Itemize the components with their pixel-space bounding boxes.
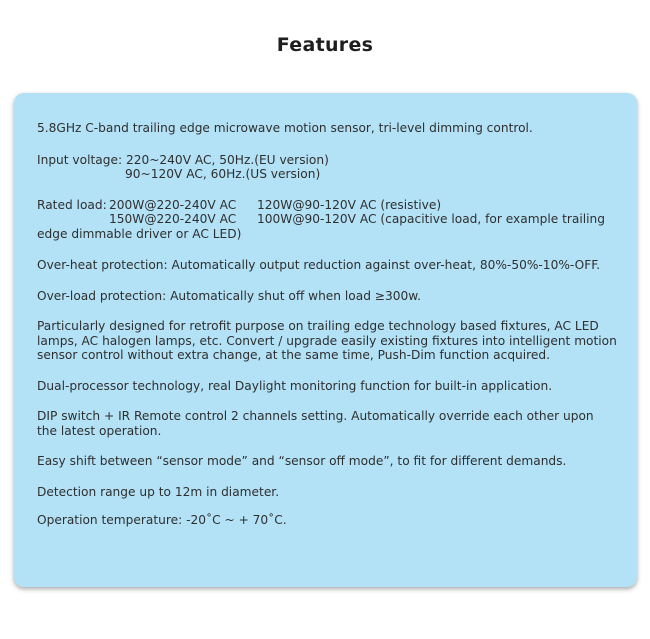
input-voltage-label: Input voltage: (37, 152, 123, 167)
features-content (37, 121, 617, 528)
feature-over-heat: Over-heat protection: Automatically output reduction against over-heat, 80%-50%-10%-OFF. (37, 258, 601, 272)
feature-dip-switch: DIP switch + IR Remote control 2 channels setting. Automatically override each other upon the latest operation. (37, 409, 594, 438)
rated-load-us-capacitive: 100W@90-120V AC (capacitive load, for example trailing (257, 212, 605, 226)
feature-rated-load (37, 198, 617, 242)
feature-easy-shift: Easy shift between “sensor mode” and “sensor off mode”, to fit for different demands. (37, 454, 567, 468)
feature-detection-range: Detection range up to 12m in diameter. (37, 484, 280, 499)
feature-over-load: Over-load protection: Automatically shut off when load ≥300w. (37, 288, 422, 303)
page-title: Features (276, 34, 374, 56)
feature-input-voltage (37, 153, 617, 182)
input-voltage-us: 90~120V AC, 60Hz.(US version) (125, 167, 321, 181)
rated-load-us-resistive: 120W@90-120V AC (resistive) (257, 197, 442, 212)
feature-retrofit: Particularly designed for retrofit purpose on trailing edge technology based fixtures, AC LED lamps, AC halogen lamps, etc. Convert / upgrade easily existing fixtures into intelligent motion sensor control without extra change, at the same time, Push-Dim function acquired. (37, 319, 617, 362)
rated-load-eu-capacitive: 150W@220-240V AC (109, 212, 237, 226)
feature-sensor-type: 5.8GHz C-band trailing edge microwave motion sensor, tri-level dimming control. (37, 121, 533, 135)
rated-load-label: Rated load: (37, 197, 107, 212)
feature-operation-temp: Operation temperature: -20˚C ~ + 70˚C. (37, 513, 287, 527)
rated-load-note: edge dimmable driver or AC LED) (37, 226, 242, 241)
input-voltage-eu: 220~240V AC, 50Hz.(EU version) (125, 152, 329, 167)
rated-load-eu-resistive: 200W@220-240V AC (109, 197, 237, 212)
features-panel (14, 93, 637, 587)
feature-dual-processor: Dual-processor technology, real Daylight monitoring function for built-in application. (37, 378, 553, 393)
